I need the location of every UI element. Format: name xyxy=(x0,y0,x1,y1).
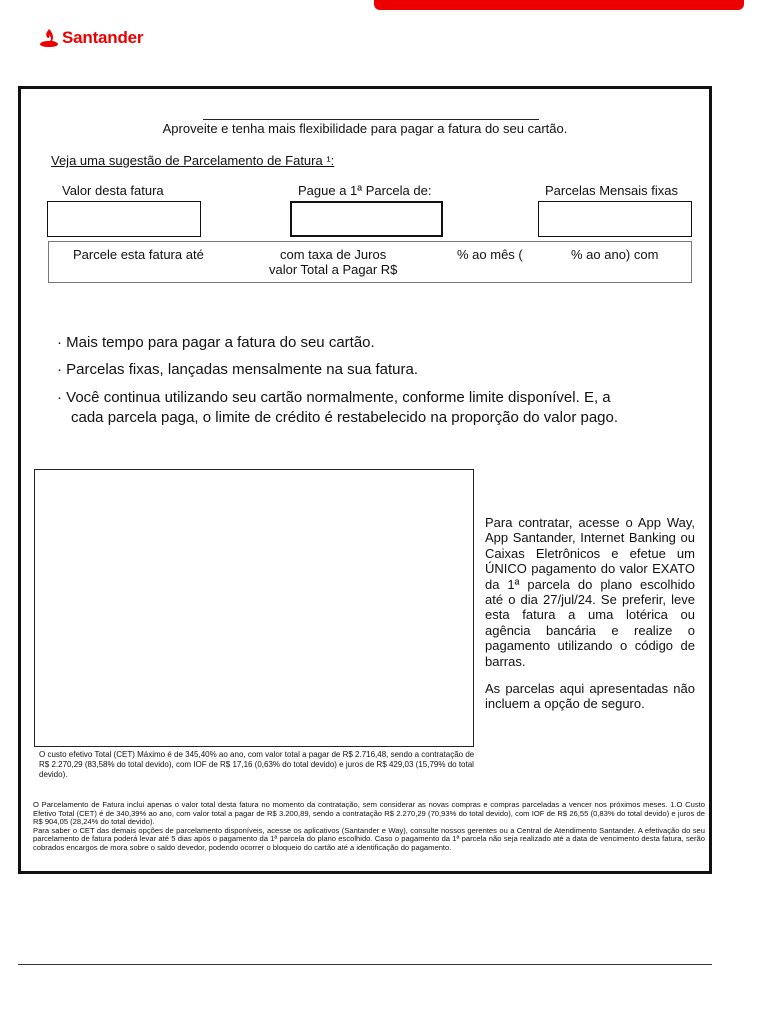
installment-info-row xyxy=(48,241,692,283)
suggestion-text: Veja uma sugestão de Parcelamento de Fatura ¹: xyxy=(51,153,335,168)
info-parcele: Parcele esta fatura até xyxy=(73,247,204,262)
benefit-item-continuation: cada parcela paga, o limite de crédito é restabelecido na proporção do valor pago. xyxy=(71,409,619,426)
footnote-1: O Parcelamento de Fatura inclui apenas o valor total desta fatura no momento da contratação, sem considerar as novas compras e compras parceladas a vencer nos próximos meses. 1.O Custo Efetivo Total (CET) é de 340,39% ao ano, com valor total a pagar de R$ 3.200,89, sendo a contratação R$ 2.270,29 (70,93% do total devido), com IOF de R$ 26,55 (0,83% do total devido) e juros de R$ 904,05 (28,24% do total devido). xyxy=(33,800,705,827)
benefit-item: · Você continua utilizando seu cartão normalmente, conforme limite disponível. E, a xyxy=(57,389,611,406)
info-ao-mes: % ao mês ( xyxy=(457,247,523,262)
flame-icon xyxy=(39,29,59,47)
benefit-item: · Parcelas fixas, lançadas mensalmente na sua fatura. xyxy=(57,361,419,378)
label-valor-fatura: Valor desta fatura xyxy=(62,183,164,198)
installment-offer-panel xyxy=(18,86,712,874)
label-primeira-parcela: Pague a 1ª Parcela de: xyxy=(298,183,432,198)
image-placeholder-box xyxy=(34,469,474,747)
info-taxa-juros: com taxa de Juros xyxy=(280,247,387,262)
valor-fatura-box xyxy=(47,201,201,237)
intro-text: Aproveite e tenha mais flexibilidade para pagar a fatura do seu cartão. xyxy=(162,121,568,136)
insurance-note: As parcelas aqui apresentadas não incluem a opção de seguro. xyxy=(485,681,695,712)
contract-instructions xyxy=(485,515,695,724)
suggestion-heading xyxy=(51,153,334,168)
label-parcelas-mensais: Parcelas Mensais fixas xyxy=(545,183,678,198)
primeira-parcela-box xyxy=(290,201,443,237)
cet-note: O custo efetivo Total (CET) Máximo é de 345,40% ao ano, com valor total a pagar de R$ 2.716,48, sendo a contratação de R$ 2.270,29 (83,58% do total devido), com IOF de R$ 17,16 (0,63% do total devido) e juros de R$ 429,03 (15,79% do total devido). xyxy=(39,750,475,779)
info-ao-ano: % ao ano) com xyxy=(571,247,659,262)
brand-name: Santander xyxy=(62,28,144,47)
footnotes xyxy=(33,801,705,853)
info-valor-total: valor Total a Pagar R$ xyxy=(269,262,398,277)
divider xyxy=(203,119,539,120)
benefit-item: · Mais tempo para pagar a fatura do seu cartão. xyxy=(57,334,375,351)
top-accent-bar xyxy=(374,0,744,10)
santander-logo xyxy=(39,28,143,48)
footnote-2: Para saber o CET das demais opções de parcelamento disponíveis, acesse os aplicativos (Santander e Way), consulte nossos gerentes ou a Central de Atendimento Santander. A efetivação do seu parcelamento de fatura poderá levar até 5 dias após o pagamento da 1ª parcela do plano escolhido. Caso o pagamento da 1ª parcela não seja realizado até a data de vencimento desta fatura, serão cobrados encargos de mora sobre o saldo devedor, podendo ocorrer o bloqueio do cartão até a identificação do pagamento. xyxy=(33,825,705,852)
instructions-text: Para contratar, acesse o App Way, App Santander, Internet Banking ou Caixas Eletrônicos e efetue um ÚNICO pagamento do valor EXATO da 1ª parcela do plano escolhido até o dia 27/jul/24. Se preferir, leve esta fatura a uma lotérica ou agência bancária e realize o pagamento utilizando o código de barras. xyxy=(485,515,695,669)
parcelas-mensais-box xyxy=(538,201,692,237)
bottom-divider xyxy=(18,964,712,965)
